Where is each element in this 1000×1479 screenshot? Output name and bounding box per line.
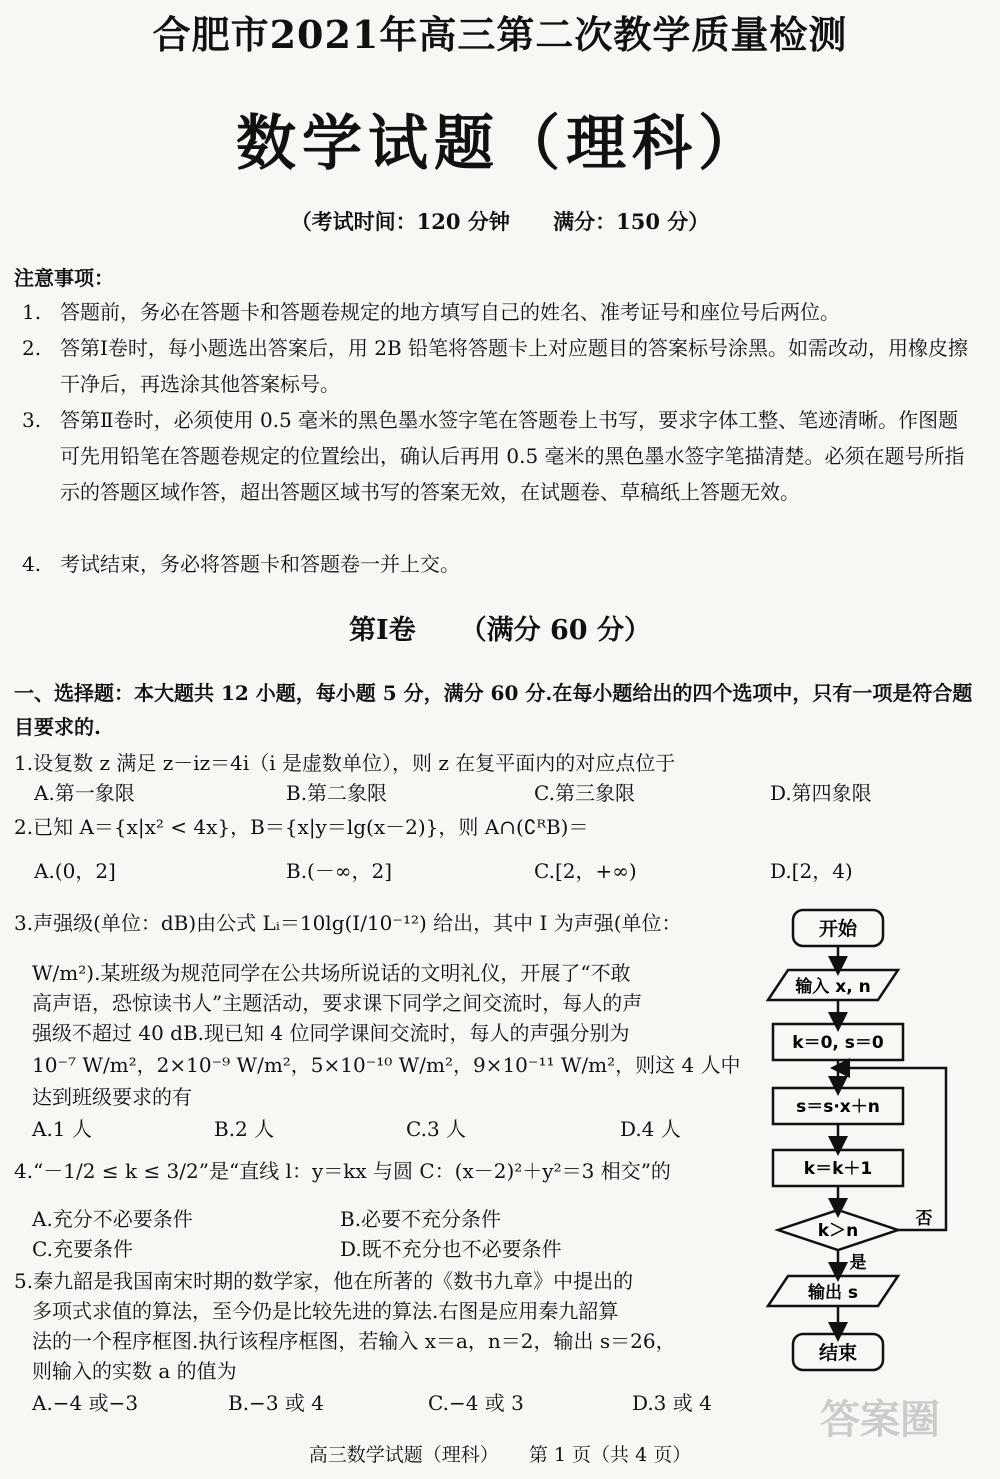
q3-option-b: B.2 人 bbox=[214, 1117, 275, 1141]
q2-option-c: C.[2，+∞) bbox=[534, 859, 637, 883]
question-5-line: 多项式求值的算法，至今仍是比较先进的算法.右图是应用秦九韶算 bbox=[32, 1299, 619, 1323]
q3-option-c: C.3 人 bbox=[406, 1117, 467, 1141]
q1-option-a: A.第一象限 bbox=[34, 781, 135, 805]
q2-option-d: D.[2，4) bbox=[770, 859, 853, 883]
part-one-instructions: 一、选择题：本大题共 12 小题，每小题 5 分，满分 60 分.在每小题给出的四个选项中，只有一项是符合题目要求的. bbox=[14, 681, 973, 739]
flow-condition: k＞n bbox=[817, 1221, 859, 1241]
flow-yes-label: 是 bbox=[849, 1253, 867, 1273]
flow-output: 输出 s bbox=[807, 1283, 859, 1303]
question-4-stem: 4.“－1/2 ≤ k ≤ 3/2”是“直线 l：y＝kx 与圆 C：(x－2)²＋y²＝3 相交”的 bbox=[14, 1159, 671, 1183]
subject-title: 数学试题（理科） bbox=[236, 109, 764, 179]
q5-option-b: B.−3 或 4 bbox=[228, 1391, 324, 1415]
question-5-line: 则输入的实数 a 的值为 bbox=[32, 1359, 237, 1383]
question-3-line: 10⁻⁷ W/m²，2×10⁻⁹ W/m²，5×10⁻¹⁰ W/m²，9×10⁻¹¹ W/m²，则这 4 人中 bbox=[32, 1053, 741, 1077]
question-5-line: 5.秦九韶是我国南宋时期的数学家，他在所著的《数书九章》中提出的 bbox=[14, 1269, 634, 1293]
q2-option-b: B.(－∞，2] bbox=[286, 859, 393, 883]
notice-item: 2. 答第Ⅰ卷时，每小题选出答案后，用 2B 铅笔将答题卡上对应题目的答案标号涂黑。如需改动，用橡皮擦干净后，再选涂其他答案标号。 bbox=[22, 336, 969, 396]
flow-start: 开始 bbox=[818, 918, 858, 940]
notice-item: 1. 答题前，务必在答题卡和答题卷规定的地方填写自己的姓名、准考证号和座位号后两位。 bbox=[22, 300, 840, 324]
q5-option-c: C.−4 或 3 bbox=[428, 1391, 524, 1415]
watermark-logo: 答案圈 bbox=[820, 1396, 940, 1443]
full-score: 满分：150 分） bbox=[553, 209, 710, 234]
question-3-line: 高声语，恐惊读书人”主题活动，要求课下同学之间交流时，每人的声 bbox=[32, 991, 643, 1015]
flow-input: 输入 x, n bbox=[795, 977, 871, 997]
q5-option-d: D.3 或 4 bbox=[632, 1391, 712, 1415]
program-flowchart bbox=[760, 900, 1000, 1380]
page-footer bbox=[0, 1440, 1000, 1467]
q4-option-c: C.充要条件 bbox=[32, 1237, 133, 1261]
exam-time: （考试时间：120 分钟 bbox=[290, 209, 510, 234]
question-5-line: 法的一个程序框图.执行该程序框图，若输入 x＝a，n＝2，输出 s＝26， bbox=[32, 1329, 676, 1353]
flow-end: 结束 bbox=[818, 1342, 858, 1364]
question-3-line: 3.声强级(单位：dB)由公式 Lᵢ＝10lg(I/10⁻¹²) 给出，其中 I 为声强(单位： bbox=[14, 911, 682, 935]
footer-subject: 高三数学试题（理科） bbox=[308, 1444, 499, 1466]
flow-update-k: k＝k＋1 bbox=[803, 1159, 873, 1179]
q3-option-d: D.4 人 bbox=[620, 1117, 681, 1141]
q4-option-b: B.必要不充分条件 bbox=[340, 1207, 502, 1231]
notice-item: 3. 答第Ⅱ卷时，必须使用 0.5 毫米的黑色墨水签字笔在答题卷上书写，要求字体工整、笔迹清晰。作图题可先用铅笔在答题卷规定的位置绘出，确认后再用 0.5 毫米的黑色墨水签字笔描清楚。必须在题号所指示的答题区域作答，超出答题区域书写的答案无效，在试题卷、草稿纸上答题无效。 bbox=[22, 408, 965, 504]
flow-init: k＝0, s＝0 bbox=[792, 1033, 884, 1053]
question-3-line: 强级不超过 40 dB.现已知 4 位同学课间交流时，每人的声强分别为 bbox=[32, 1021, 630, 1045]
flow-no-label: 否 bbox=[915, 1209, 933, 1229]
question-3-line: W/m²).某班级为规范同学在公共场所说话的文明礼仪，开展了“不敢 bbox=[32, 961, 631, 985]
section-title: 第Ⅰ卷 （满分 60 分） bbox=[348, 615, 651, 646]
q1-option-d: D.第四象限 bbox=[770, 781, 872, 805]
exam-info bbox=[0, 206, 1000, 236]
q4-option-a: A.充分不必要条件 bbox=[32, 1207, 193, 1231]
flow-update-s: s＝s·x＋n bbox=[796, 1097, 880, 1117]
q1-option-c: C.第三象限 bbox=[534, 781, 635, 805]
q3-option-a: A.1 人 bbox=[32, 1117, 92, 1141]
footer-page: 第 1 页（共 4 页） bbox=[528, 1444, 692, 1466]
question-3-line: 达到班级要求的有 bbox=[32, 1085, 192, 1109]
q2-option-a: A.(0，2] bbox=[34, 859, 116, 883]
question-1-stem: 1.设复数 z 满足 z－iz＝4i（i 是虚数单位），则 z 在复平面内的对应点位于 bbox=[14, 751, 676, 775]
question-2-stem: 2.已知 A＝{x|x² < 4x}，B＝{x|y＝lg(x－2)}，则 A∩(∁ᴿB)＝ bbox=[14, 815, 589, 839]
q5-option-a: A.−4 或−3 bbox=[32, 1391, 139, 1415]
notice-item: 4. 考试结束，务必将答题卡和答题卷一并上交。 bbox=[22, 552, 460, 576]
notice-heading: 注意事项： bbox=[14, 266, 114, 290]
q4-option-d: D.既不充分也不必要条件 bbox=[340, 1237, 562, 1261]
exam-title: 合肥市2021年高三第二次教学质量检测 bbox=[152, 12, 848, 57]
q1-option-b: B.第二象限 bbox=[286, 781, 388, 805]
